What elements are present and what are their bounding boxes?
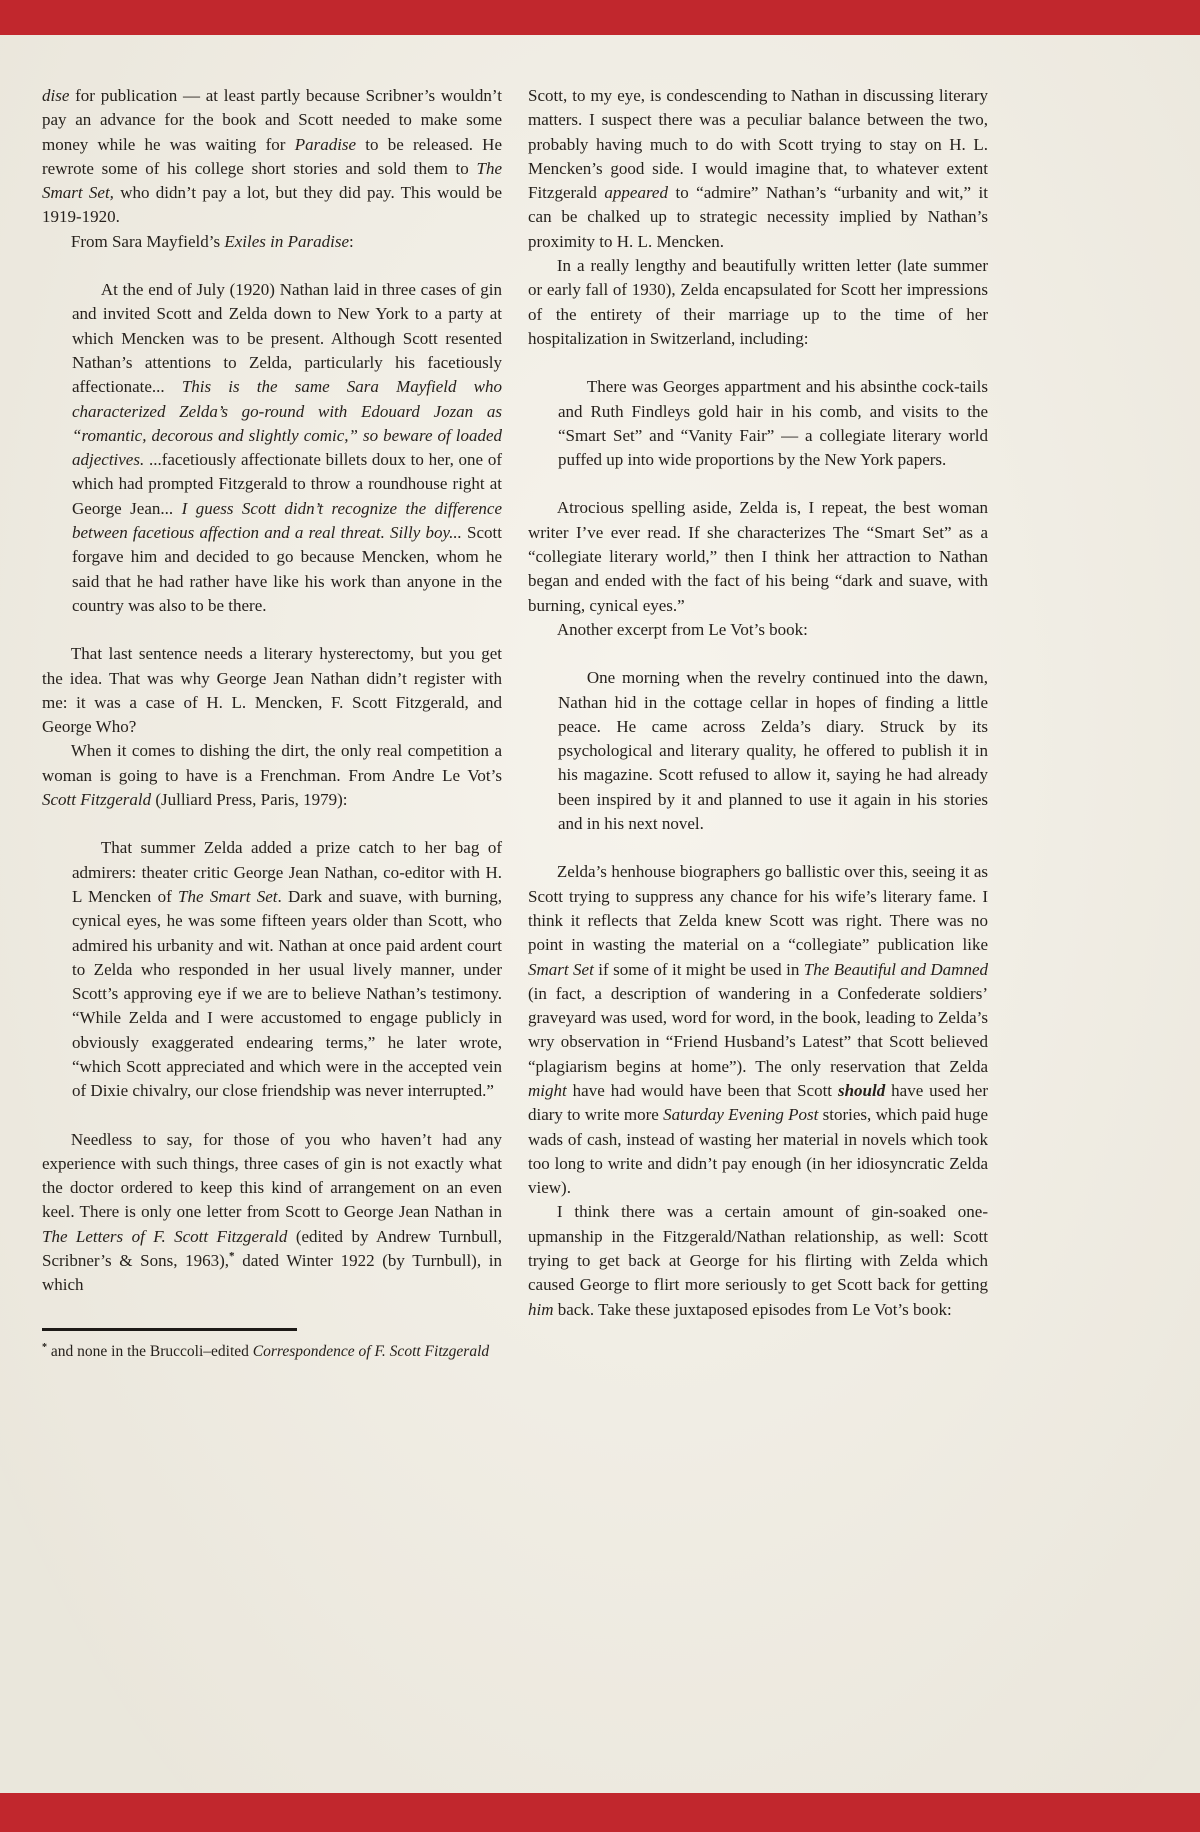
paragraph: [528, 254, 988, 351]
block-quote: [558, 666, 988, 836]
text-run: if some of it might be used in: [593, 959, 804, 979]
text-run: That summer Zelda added a prize catch to her bag of admirers: theater critic George Jean Nathan, co-editor with H. L Mencken of: [72, 838, 502, 906]
paragraph: [528, 84, 988, 254]
text-run: I guess Scott didn’t recognize the difference between facetious affection and a real threat. Silly boy...: [72, 498, 502, 543]
text-run: There was Georges appartment and his absinthe cock-tails and Ruth Findleys gold hair in his comb, and visits to the “Smart Set” and “Vanity Fair” — a collegiate literary world puffed up into wide proportions by the New York papers.: [558, 377, 988, 470]
text-run: to “admire” Nathan’s “urbanity and wit,” it can be chalked up to strategic necessity implied by Nathan’s proximity to H. L. Mencken.: [528, 183, 988, 251]
block-quote: [72, 278, 502, 618]
text-run: One morning when the revelry continued into the dawn, Nathan hid in the cottage cellar in hopes of finding a little peace. He came across Zelda’s diary. Struck by its psychological and literary quality, he offered to publish it in his magazine. Scott refused to allow it, saying he had already been inspired by it and planned to use it again in his stories and in his next novel.: [558, 668, 988, 834]
text-run: have used her diary to write more: [528, 1080, 988, 1125]
text-run: (edited by Andrew Turnbull, Scribner’s & Sons, 1963),: [42, 1226, 502, 1271]
text-run: dise: [42, 86, 70, 105]
text-run: Paradise: [294, 134, 357, 154]
text-run: dated Winter 1922 (by Turnbull), in which: [42, 1251, 502, 1295]
paragraph: [528, 618, 988, 642]
text-run: From Sara Mayfield’s: [70, 231, 225, 251]
paragraph: [42, 642, 502, 739]
text-run: *: [42, 1341, 48, 1353]
text-run: (Julliard Press, Paris, 1979):: [151, 790, 348, 810]
text-run: Needless to say, for those of you who haven’t had any experience with such things, three cases of gin is not exactly what the doctor ordered to keep this kind of arrangement on an even keel. There is only one letter from Scott to George Jean Nathan in: [42, 1129, 502, 1222]
text-run: Smart Set: [528, 959, 594, 979]
text-run: Another excerpt from Le Vot’s book:: [556, 619, 808, 639]
text-run: should: [837, 1080, 886, 1100]
text-run: for publication — at least partly because Scribner’s wouldn’t pay an advance for the book and Scott needed to make some money while he was waiting for: [42, 86, 502, 154]
text-run: The Letters of F. Scott Fitzgerald: [42, 1226, 288, 1246]
paragraph: [42, 739, 502, 812]
text-run: Atrocious spelling aside, Zelda is, I repeat, the best woman writer I’ve ever read. If she characterizes The “Smart Set” as a “collegiate literary world,” then I think her attraction to Nathan began and ended with the fact of his being “dark and suave, with burning, cynical eyes.”: [528, 498, 988, 615]
paragraph: [528, 1200, 988, 1321]
text-run: This is the same Sara Mayfield who characterized Zelda’s go-round with Edouard Jozan as “romantic, decorous and slightly comic,” so beware of loaded adjectives.: [72, 377, 502, 470]
paragraph: [42, 230, 502, 254]
text-run: ...facetiously affectionate billets doux to her, one of which had prompted Fitzgerald to throw a roundhouse right at George Jean...: [72, 450, 502, 518]
text-run: When it comes to dishing the dirt, the only real competition a woman is going to have is a Frenchman. From Andre Le Vot’s: [42, 741, 502, 785]
text-run: have had would have been that Scott: [566, 1080, 838, 1100]
paragraph: [42, 1128, 502, 1298]
text-run: At the end of July (1920) Nathan laid in three cases of gin and invited Scott and Zelda down to New York to a party at which Mencken was to be present. Although Scott resented Nathan’s attentions to Zelda, particularly his facetiously affectionate...: [72, 280, 502, 397]
text-run: (in fact, a description of wandering in a Confederate soldiers’ graveyard was used, word for word, in the book, leading to Zelda’s wry observation in “Friend Husband’s Latest” that Scott believed “plagiarism begins at home”). The only reservation that Zelda: [528, 983, 988, 1076]
text-run: Correspondence of F. Scott Fitzgerald: [252, 1342, 490, 1360]
text-run: back. Take these juxtaposed episodes from Le Vot’s book:: [553, 1299, 952, 1319]
text-run: Scott forgave him and decided to go because Mencken, whom he said that he had rather have like his work than anyone in the country was also to be there.: [72, 523, 502, 615]
page-content: [42, 84, 988, 1363]
text-run: That last sentence needs a literary hysterectomy, but you get the idea. That was why George Jean Nathan didn’t register with me: it was a case of H. L. Mencken, F. Scott Fitzgerald, and George Who?: [42, 644, 502, 737]
text-run: I think there was a certain amount of gin-soaked one-upmanship in the Fitzgerald/Nathan relationship, as well: Scott trying to get back at George for his flirting with Zelda which caused George to flirt more seriously to get Scott back for getting: [528, 1202, 988, 1295]
text-run: Zelda’s henhouse biographers go ballistic over this, seeing it as Scott trying to suppress any chance for his wife’s literary fame. I think it reflects that Zelda knew Scott was right. There was no point in wasting the material on a “collegiate” publication like: [528, 862, 988, 955]
text-run: In a really lengthy and beautifully written letter (late summer or early fall of 1930), Zelda encapsulated for Scott her impressions of the entirety of their marriage up to the time of her hospitalization in Switzerland, including:: [528, 256, 988, 348]
block-quote: [558, 375, 988, 472]
text-run: stories, which paid huge wads of cash, instead of wasting her material in novels which took too long to write and didn’t pay enough (in her idiosyncratic Zelda view).: [528, 1105, 988, 1198]
text-run: The Smart Set: [178, 886, 278, 906]
text-run: Scott, to my eye, is condescending to Nathan in discussing literary matters. I suspect there was a peculiar balance between the two, probably having much to do with Scott trying to stay on H. L. Mencken’s good side. I would imagine that, to whatever extent Fitzgerald: [528, 86, 988, 203]
text-run: The Smart Set,: [42, 158, 502, 203]
text-run: Saturday Evening Post: [663, 1105, 819, 1125]
paragraph: [42, 84, 502, 230]
text-run: Scott Fitzgerald: [42, 790, 152, 810]
paragraph: [528, 496, 988, 617]
text-run: to be released. He rewrote some of his college short stories and sold them to: [42, 134, 502, 178]
block-quote: [72, 836, 502, 1103]
footnote-rule: [42, 1328, 297, 1331]
bottom-edge-red-bar: [0, 1793, 1200, 1832]
left-column: [42, 84, 502, 1363]
text-run: him: [528, 1299, 554, 1319]
text-run: might: [528, 1080, 567, 1100]
text-run: and none in the Bruccoli–edited: [47, 1342, 253, 1360]
text-run: appeared: [604, 183, 668, 203]
text-run: . Dark and suave, with burning, cynical eyes, he was some fifteen years older than Scott, who admired his urbanity and wit. Nathan at once paid ardent court to Zelda who responded in her usual lively manner, under Scott’s approving eye if we are to believe Nathan’s testimony. “While Zelda and I were accustomed to engage publicly in obviously exaggerated endearing terms,” he later wrote, “which Scott appreciated and which were in the accepted vein of Dixie chivalry, our close friendship was never interrupted.”: [72, 886, 502, 1101]
text-run: who didn’t pay a lot, but they did pay. This would be 1919-1920.: [42, 183, 502, 227]
paragraph: [528, 860, 988, 1200]
footnote-text: [42, 1341, 502, 1363]
text-run: Exiles in Paradise: [224, 231, 349, 251]
text-run: *: [229, 1250, 235, 1263]
text-run: :: [349, 231, 354, 251]
top-edge-red-bar: [0, 0, 1200, 35]
right-column: [528, 84, 988, 1363]
text-run: The Beautiful and Damned: [803, 959, 989, 979]
